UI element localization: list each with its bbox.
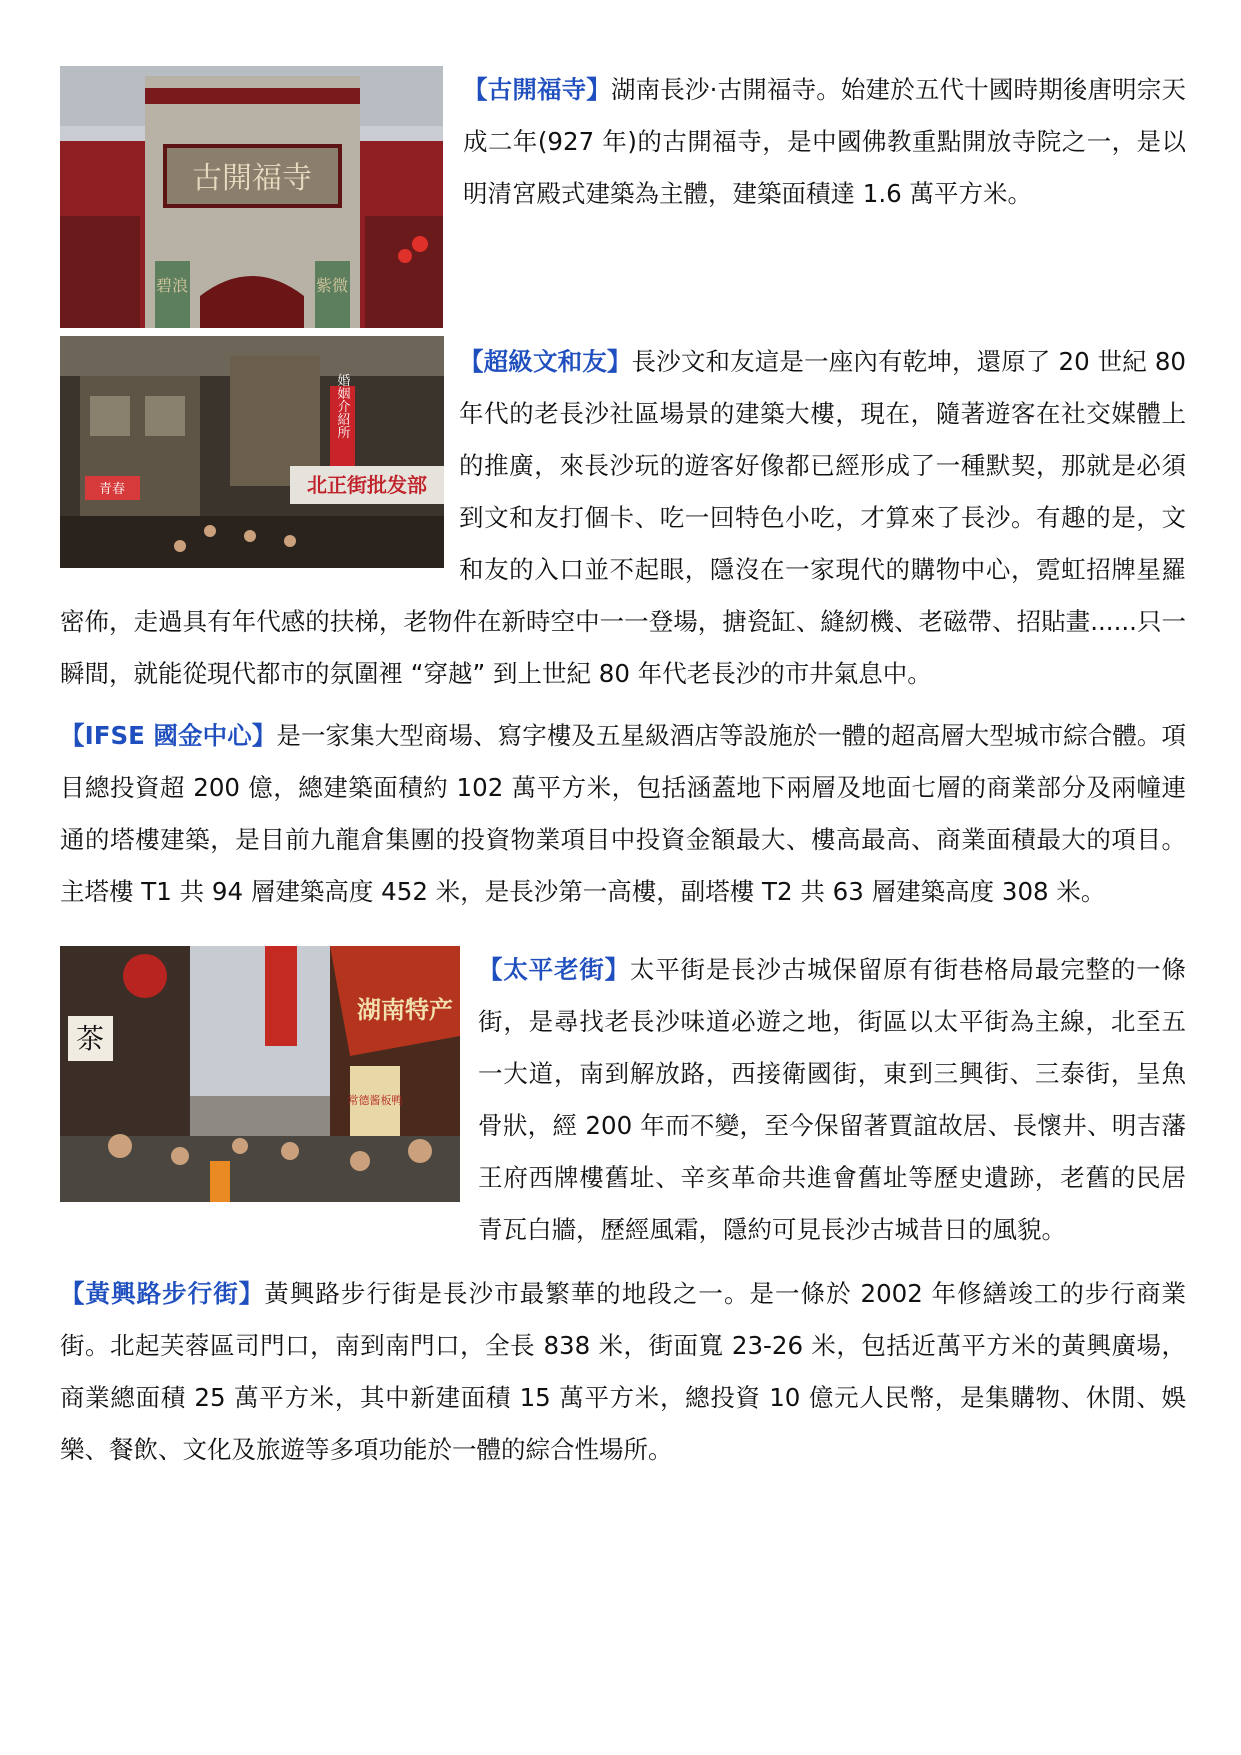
wenheyou-shop-sign: 北正街批发部 (307, 473, 427, 497)
section-huangxing-road (60, 1268, 1186, 1476)
section-kaifu-temple (60, 64, 1186, 334)
wenheyou-body: 長沙文和友這是一座內有乾坤，還原了 20 世紀 80 年代的老長沙社區場景的建築大樓，現在，隨著遊客在社交媒體上的推廣，來長沙玩的遊客好像都已經形成了一種默契，那就是必須到文和友打個卡、吃一回特色小吃，才算來了長沙。有趣的是，文和友的入口並不起眼，隱沒在一家現代的購物中心，霓虹招牌星羅密佈，走過具有年代感的扶梯，老物件在新時空中一一登場，搪瓷缸、縫紉機、老磁帶、招貼畫......只一瞬間，就能從現代都市的氛圍裡 “穿越” 到上世紀 80 年代老長沙的市井氣息中。 (60, 347, 1187, 688)
temple-left-column-text: 碧浪 (155, 276, 189, 295)
ifs-body: 是一家集大型商場、寫字樓及五星級酒店等設施於一體的超高層大型城市綜合體。項目總投資超 200 億，總建築面積約 102 萬平方米，包括涵蓋地下兩層及地面七層的商業部分及兩幢連通的塔樓建築，是目前九龍倉集團的投資物業項目中投資金額最大、樓高最高、商業面積最大的項目。主塔樓 T1 共 94 層建築高度 452 米，是長沙第一高樓，副塔樓 T2 共 63 層建築高度 308 米。 (60, 721, 1186, 906)
kaifu-temple-body: 湖南長沙·古開福寺。始建於五代十國時期後唐明宗天成二年(927 年)的古開福寺，是中國佛教重點開放寺院之一，是以明清宮殿式建築為主體，建築面積達 1.6 萬平方米。 (463, 75, 1186, 208)
taiping-street-heading: 【太平老街】 (478, 955, 630, 984)
taiping-main-sign: 湖南特产 (357, 996, 453, 1024)
section-taiping-street (60, 944, 1186, 1256)
wenheyou-small-sign: 青春 (98, 482, 126, 497)
wenheyou-heading: 【超級文和友】 (459, 347, 632, 376)
section-ifs (60, 710, 1186, 918)
wenheyou-side-sign: 婚姻介紹所 (334, 373, 350, 439)
kaifu-temple-heading: 【古開福寺】 (463, 75, 611, 104)
ifs-heading: 【IFSE 國金中心】 (60, 721, 277, 750)
temple-plaque-text: 古開福寺 (192, 161, 312, 196)
huangxing-road-heading: 【黃興路步行街】 (60, 1279, 265, 1308)
wenheyou-photo (60, 336, 444, 568)
temple-right-column-text: 紫微 (315, 276, 349, 295)
taiping-side-sign: 常德酱板鸭 (347, 1094, 403, 1107)
section-wenheyou (60, 336, 1186, 700)
kaifu-temple-photo (60, 66, 443, 328)
huangxing-road-body: 黃興路步行街是長沙市最繁華的地段之一。是一條於 2002 年修繕竣工的步行商業街。北起芙蓉區司門口，南到南門口，全長 838 米，街面寬 23-26 米，包括近萬平方米的黃興廣場，商業總面積 25 萬平方米，其中新建面積 15 萬平方米，總投資 10 億元人民幣，是集購物、休閒、娛樂、餐飲、文化及旅遊等多項功能於一體的綜合性場所。 (60, 1279, 1186, 1464)
taiping-tea-sign: 茶 (75, 1022, 105, 1055)
taiping-street-photo (60, 946, 460, 1202)
taiping-street-body: 太平街是長沙古城保留原有街巷格局最完整的一條街，是尋找老長沙味道必遊之地，街區以太平街為主線，北至五一大道，南到解放路，西接衛國街，東到三興街、三泰街，呈魚骨狀，經 200 年而不變，至今保留著賈誼故居、長懷井、明吉藩王府西牌樓舊址、辛亥革命共進會舊址等歷史遺跡，老舊的民居青瓦白牆，歷經風霜，隱約可見長沙古城昔日的風貌。 (478, 955, 1186, 1244)
